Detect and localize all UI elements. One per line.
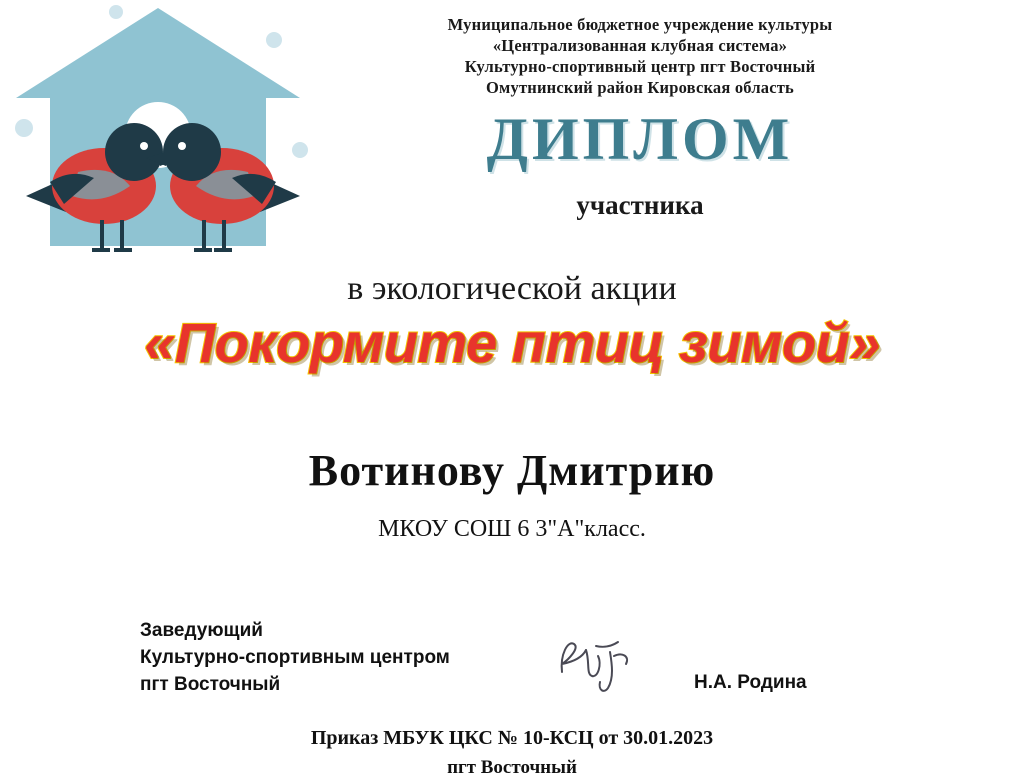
organisation-line-4: Омутнинский район Кировская область — [486, 78, 794, 97]
diploma-title: ДИПЛОМ — [486, 106, 794, 172]
signer-name: Н.А. Родина — [694, 672, 807, 693]
signer-role-line-3: пгт Восточный — [140, 674, 281, 695]
signer-role-line-2: Культурно-спортивным центром — [140, 647, 450, 668]
diploma-subtitle: участника — [576, 190, 704, 220]
organisation-line-1: Муниципальное бюджетное учреждение культуры — [447, 15, 833, 34]
recipient-name: Вотинову Дмитрию — [308, 446, 716, 495]
event-intro-text: в экологической акции — [347, 270, 677, 307]
signer-role-line-1: Заведующий — [140, 620, 263, 641]
handwritten-signature-icon — [552, 634, 672, 694]
place-name: пгт Восточный — [447, 757, 577, 778]
signer-role-block — [140, 617, 450, 698]
organisation-line-3: Культурно-спортивный центр пгт Восточный — [464, 57, 816, 76]
organisation-header — [270, 14, 1010, 98]
event-name: «Покормите птиц зимой» — [144, 311, 880, 374]
organisation-line-2: «Централизованная клубная система» — [492, 36, 788, 55]
recipient-school: МКОУ СОШ 6 3"А"класс. — [378, 516, 646, 542]
order-reference: Приказ МБУК ЦКС № 10-КСЦ от 30.01.2023 — [310, 727, 714, 749]
